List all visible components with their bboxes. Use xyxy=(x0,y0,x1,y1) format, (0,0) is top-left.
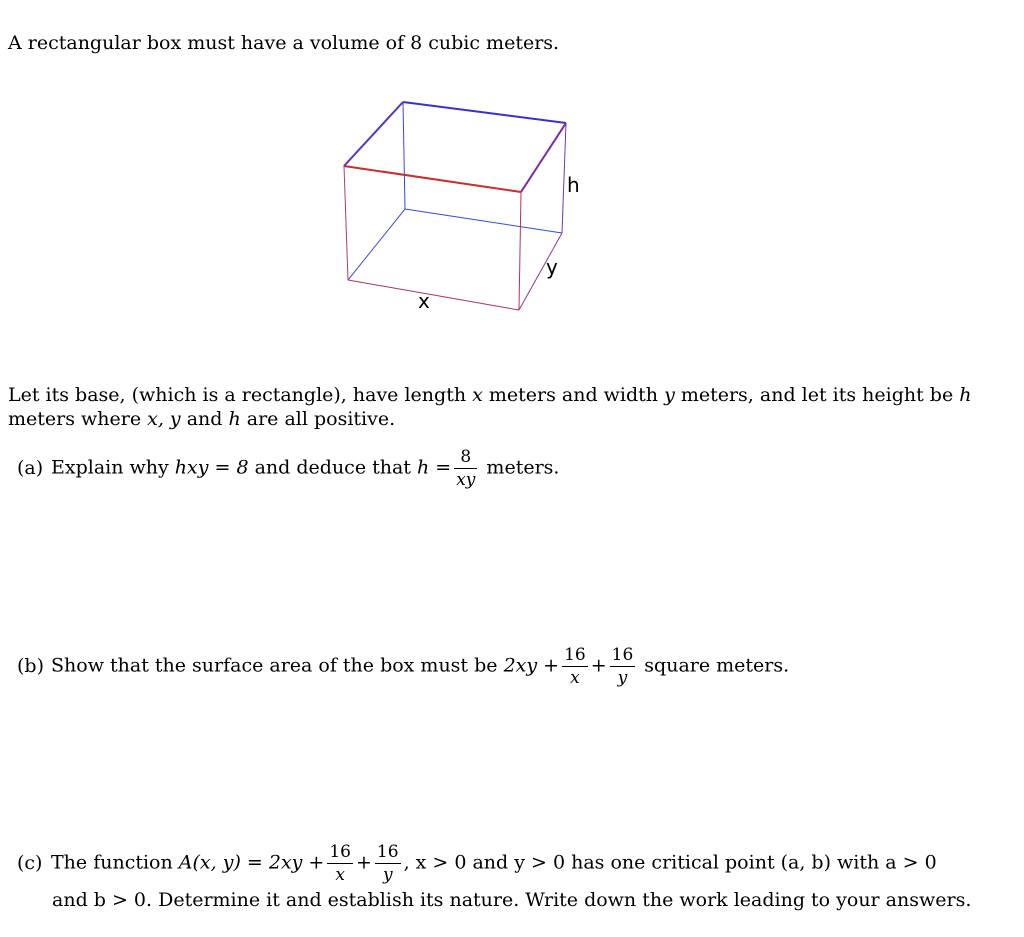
edge-back-top xyxy=(403,102,566,123)
part-b: (b) Show that the surface area of the box must be 2xy + $\frac{16}{x}$ + $\frac{16}{y}$ square meters. xyxy=(17,645,790,688)
edge-back-vertical-left xyxy=(403,102,405,209)
fraction-8-over-xy: $\frac{8}{xy}$ xyxy=(456,447,476,490)
edge-back-right-top xyxy=(521,123,566,192)
fraction-16-over-x: $\frac{16}{x}$ xyxy=(564,645,586,688)
fraction-c-16-over-x: $\frac{16}{x}$ xyxy=(329,842,351,885)
fraction-c-16-over-y: $\frac{16}{y}$ xyxy=(376,842,399,885)
intro-text: A rectangular box must have a volume of 8 cubic meters. xyxy=(8,32,560,54)
box-figure xyxy=(330,90,590,320)
edge-bottom-back xyxy=(405,209,562,233)
edge-front-bottom xyxy=(348,280,519,310)
label-h: h xyxy=(567,173,580,197)
part-b-tag: (b) xyxy=(17,654,44,677)
edge-front-top xyxy=(344,166,521,192)
edge-bottom-left xyxy=(348,209,405,280)
part-a: (a) Explain why hxy = 8 and deduce that h = $\frac{8}{xy}$ meters. xyxy=(17,447,560,490)
part-c: (c) The function A(x, y) = 2xy + $\frac{16}{x}$ + $\frac{16}{y}$ , x > 0 and y > 0 has one critical point (a, b) with a > 0 xyxy=(17,842,937,885)
part-c-tag: (c) xyxy=(17,851,43,874)
edge-front-left xyxy=(344,166,348,280)
part-c-line-2: and b > 0. Determine it and establish its nature. Write down the work leading to your answers. xyxy=(52,889,972,911)
edge-front-right xyxy=(519,192,521,310)
label-x: x xyxy=(418,289,430,313)
edge-back-left-top xyxy=(344,102,403,166)
fraction-16-over-y: $\frac{16}{y}$ xyxy=(611,645,634,688)
edge-back-vertical-right xyxy=(562,123,566,233)
description-line-2: meters where x, y and h are all positive. xyxy=(8,408,396,430)
description-line-1: Let its base, (which is a rectangle), have length x meters and width y meters, and let its height be h xyxy=(8,384,972,406)
part-a-tag: (a) xyxy=(17,456,44,479)
label-y: y xyxy=(546,255,558,279)
